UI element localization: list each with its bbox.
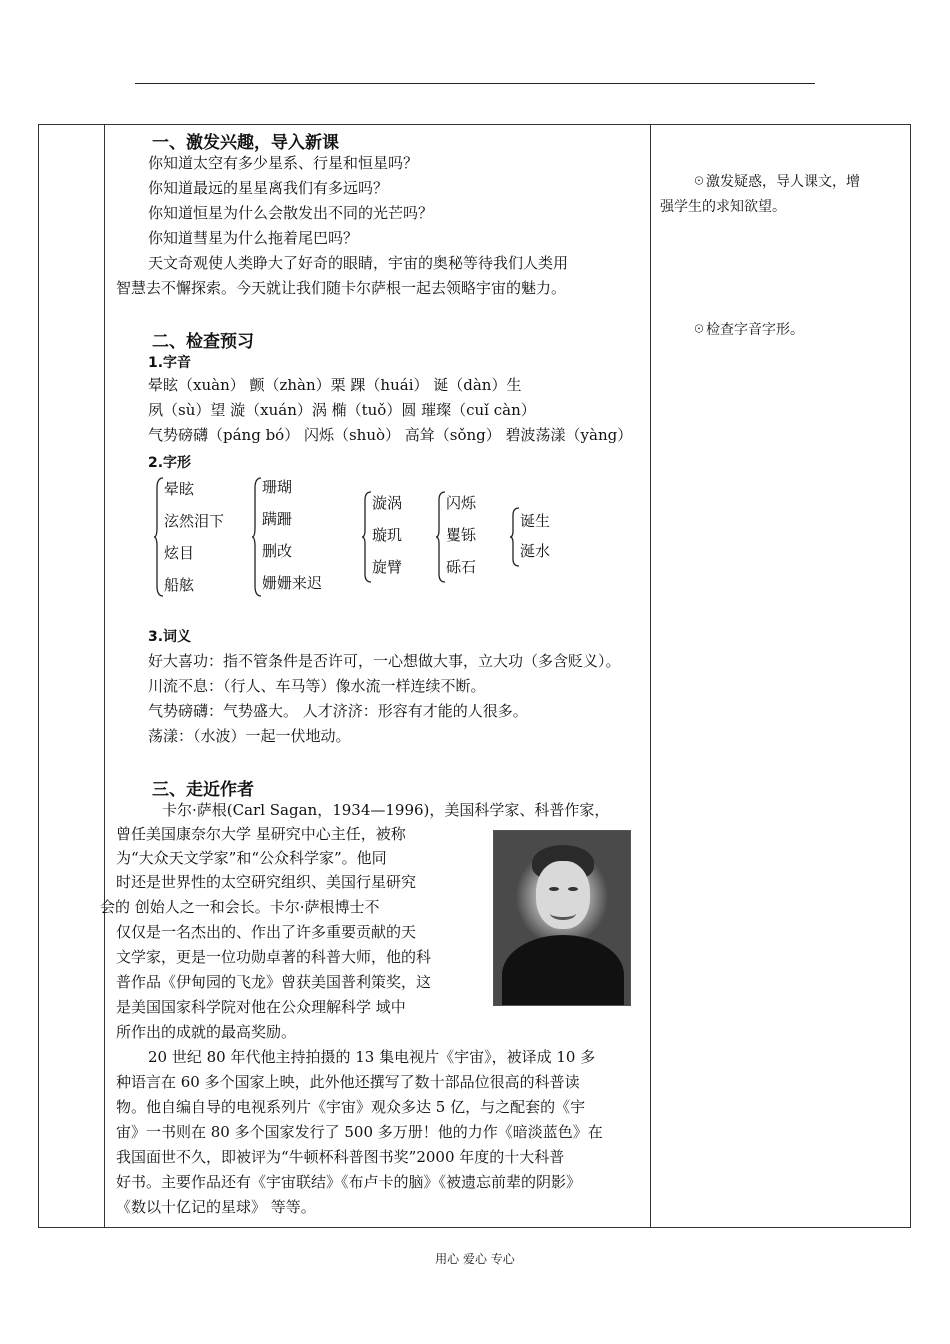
glyph-word: 漩涡 [372, 494, 403, 512]
glyph-group [362, 490, 422, 586]
section-heading: 二、检查预习 [152, 332, 254, 352]
paragraph-line: 天文奇观使人类睁大了好奇的眼睛，宇宙的奥秘等待我们人类用 [148, 254, 569, 272]
glyph-word: 砾石 [446, 558, 477, 576]
margin-note: ☉检查字音字形。 [692, 322, 804, 338]
pronunciation-line: 夙（sù）望 漩（xuán）涡 椭（tuǒ）圆 璀璨（cuǐ càn） [148, 401, 536, 419]
sub-heading: 1.字音 [148, 355, 192, 371]
bio-line: 所作出的成就的最高奖励。 [116, 1023, 297, 1041]
bio-line: 物。他自编自导的电视系列片《宇宙》观众多达 5 亿，与之配套的《宇 [116, 1098, 586, 1116]
bio-line: 20 世纪 80 年代他主持拍摄的 13 集电视片《宇宙》，被译成 10 多 [148, 1048, 596, 1066]
sub-heading: 2.字形 [148, 455, 192, 471]
pronunciation-line: 气势磅礴（páng bó） 闪烁（shuò） 高耸（sǒng） 碧波荡漾（yàng） [148, 426, 633, 444]
brace-icon [510, 506, 520, 568]
bio-line: 会的 创始人之一和会长。卡尔·萨根博士不 [100, 898, 380, 916]
bio-line: 我国面世不久，即被评为“牛顿杯科普图书奖”2000 年度的十大科普 [116, 1148, 565, 1166]
glyph-group [436, 490, 496, 586]
table-column-divider [104, 124, 105, 1228]
question-line: 你知道恒星为什么会散发出不同的光芒吗？ [148, 204, 434, 222]
glyph-word: 蹒跚 [262, 510, 293, 528]
question-line: 你知道最远的星星离我们有多远吗？ [148, 179, 389, 197]
lesson-content [100, 124, 648, 1228]
bio-line: 仅仅是一名杰出的、作出了许多重要贡献的天 [116, 923, 417, 941]
glyph-word: 炫目 [164, 544, 195, 562]
question-line: 你知道彗星为什么拖着尾巴吗？ [148, 229, 359, 247]
bio-line: 《数以十亿记的星球》 等等。 [116, 1198, 316, 1216]
glyph-group [510, 506, 570, 572]
glyph-word: 珊瑚 [262, 478, 293, 496]
brace-icon [362, 490, 372, 584]
vocab-line: 气势磅礴：气势盛大。 人才济济：形容有才能的人很多。 [148, 702, 528, 720]
glyph-word: 船舷 [164, 576, 195, 594]
bio-line: 文学家，更是一位功勋卓著的科普大师，他的科 [116, 948, 432, 966]
pronunciation-line: 晕眩（xuàn） 颤（zhàn）栗 踝（huái） 诞（dàn）生 [148, 376, 522, 394]
sub-heading: 3.词义 [148, 629, 192, 645]
section-heading: 三、走近作者 [152, 780, 254, 800]
bio-line: 曾任美国康奈尔大学 星研究中心主任，被称 [116, 825, 406, 843]
glyph-word: 晕眩 [164, 480, 195, 498]
glyph-group [154, 476, 234, 602]
bio-line: 是美国国家科学院对他在公众理解科学 域中 [116, 998, 406, 1016]
brace-icon [436, 490, 446, 584]
bio-line: 为“大众天文学家”和“公众科学家”。他同 [116, 849, 387, 867]
margin-note: 强学生的求知欲望。 [660, 199, 786, 215]
glyph-word: 旋臂 [372, 558, 403, 576]
glyph-word: 删改 [262, 542, 293, 560]
glyph-word: 姗姗来迟 [262, 574, 323, 592]
question-line: 你知道太空有多少星系、行星和恒星吗？ [148, 154, 419, 172]
glyph-word: 矍铄 [446, 526, 477, 544]
page-footer: 用心 爱心 专心 [435, 1252, 515, 1266]
margin-note: ☉激发疑惑，导人课文，增 [692, 174, 860, 190]
vocab-line: 荡漾：（水波）一起一伏地动。 [148, 727, 351, 745]
section-heading: 一、激发兴趣，导入新课 [152, 133, 339, 153]
bio-line: 卡尔·萨根(Carl Sagan，1934—1996)，美国科学家、科普作家， [162, 801, 610, 819]
bio-line: 宙》一书则在 80 多个国家发行了 500 多万册！他的力作《暗淡蓝色》在 [116, 1123, 603, 1141]
vocab-line: 川流不息：（行人、车马等）像水流一样连续不断。 [148, 677, 486, 695]
bio-line: 时还是世界性的太空研究组织、美国行星研究 [116, 873, 417, 891]
author-portrait [493, 830, 631, 1006]
brace-icon [154, 476, 164, 598]
table-column-divider [650, 124, 651, 1228]
glyph-word: 璇玑 [372, 526, 403, 544]
brace-icon [252, 476, 262, 598]
paragraph-line: 智慧去不懈探索。今天就让我们随卡尔萨根一起去领略宇宙的魅力。 [116, 279, 567, 297]
glyph-word: 诞生 [520, 512, 551, 530]
bio-line: 种语言在 60 多个国家上映，此外他还撰写了数十部品位很高的科普读 [116, 1073, 580, 1091]
header-rule [135, 83, 815, 84]
glyph-word: 涎水 [520, 542, 551, 560]
glyph-group [252, 476, 352, 602]
vocab-line: 好大喜功：指不管条件是否许可，一心想做大事，立大功（多含贬义）。 [148, 652, 621, 670]
bio-line: 普作品《伊甸园的飞龙》曾获美国普利策奖，这 [116, 973, 432, 991]
glyph-word: 泫然泪下 [164, 512, 225, 530]
glyph-word: 闪烁 [446, 494, 477, 512]
bio-line: 好书。主要作品还有《宇宙联结》《布卢卡的脑》《被遗忘前辈的阴影》 [116, 1173, 582, 1191]
